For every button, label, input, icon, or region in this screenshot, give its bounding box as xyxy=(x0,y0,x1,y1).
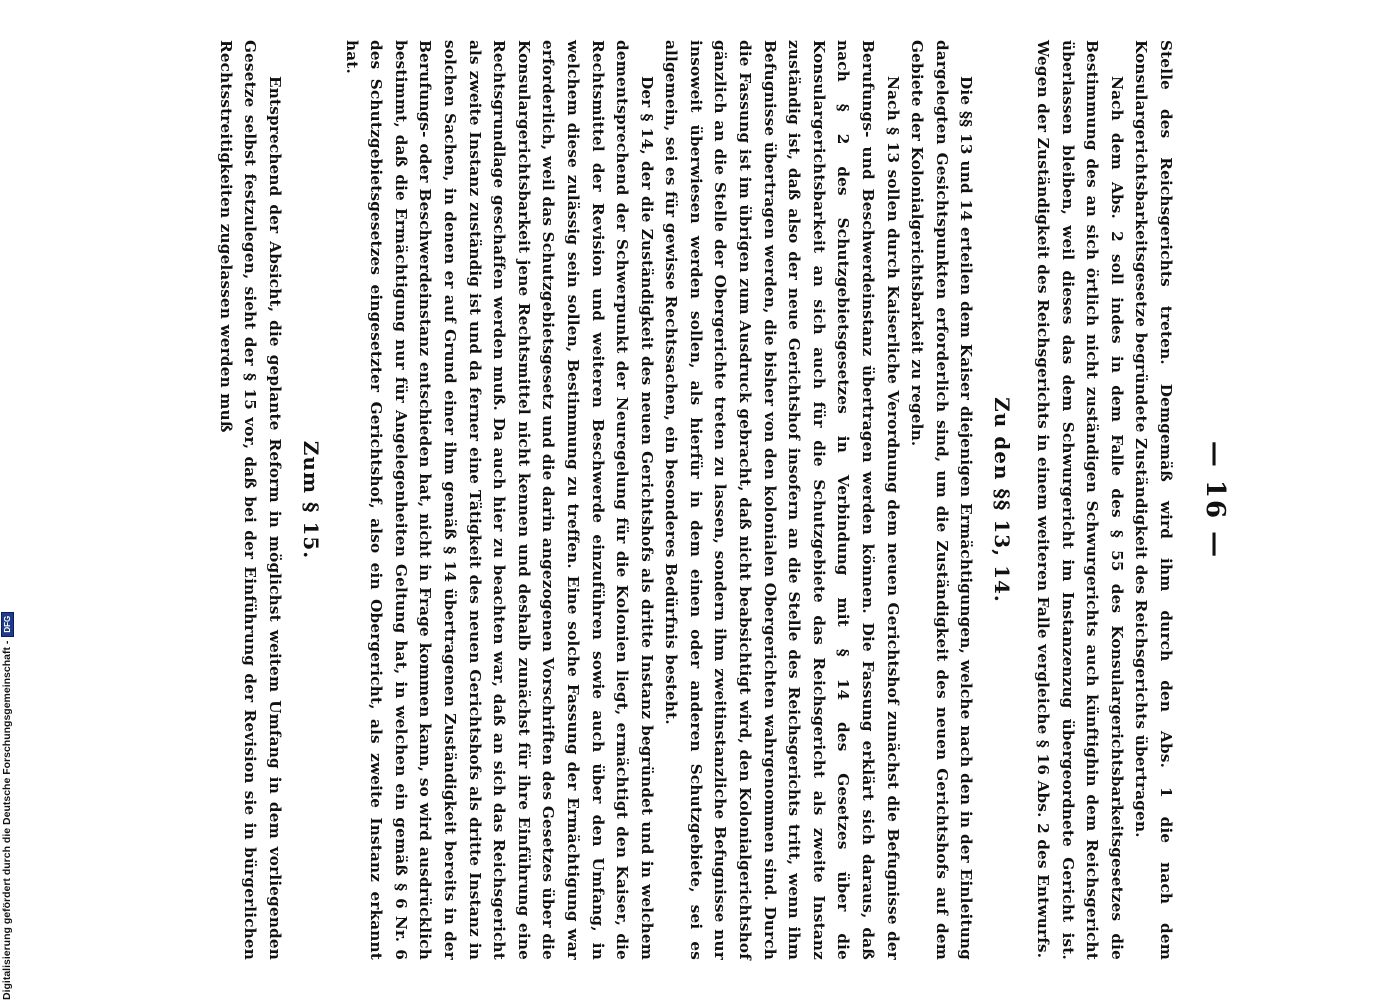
section-bottom xyxy=(213,40,287,960)
credit-text: Digitalisierung gefördert durch die Deutsche Forschungsgemeinschaft - xyxy=(1,640,13,1000)
paragraph: Der § 14, der die Zuständigkeit des neuen Gerichtshofs als dritte Instanz begründet und in welchem dementsprechend der Schwerpunkt der Neuregelung für die Kolonien liegt, ermächtigt den Kaiser, die Rechtsmittel der Revision und weiteren Beschwerde einzuführen sowie auch über den Umfang, in welchem diese zulässig sein sollen, Bestimmung zu treffen. Eine solche Fassung der Ermächtigung war erforderlich, weil das Schutzgebietsgesetz und die darin angezogenen Vorschriften des Gesetzes über die Konsulargerichtsbarkeit jene Rechtsmittel nicht kennen und deshalb zunächst für ihre Einführung eine Rechtsgrundlage geschaffen werden muß. Da auch hier zu beachten war, daß an sich das Reichsgericht als zweite Instanz zuständig ist und da ferner eine Tätigkeit des neuen Gerichtshofs als dritte Instanz in solchen Sachen, in denen er auf Grund einer ihm gemäß § 14 übertragenen Zuständigkeit bereits in der Berufungs- oder Beschwerdeinstanz entschieden hat, nicht in Frage kommen kann, so wird ausdrücklich bestimmt, daß die Ermächtigung nur für Angelegenheiten Geltung hat, in welchen ein gemäß § 6 Nr. 6 des Schutzgebietsgesetzes eingesetzter Gerichtshof, also ein Obergericht, als zweite Instanz erkannt hat. xyxy=(342,40,656,960)
paragraph: Entsprechend der Absicht, die geplante Reform in möglichst weitem Umfang in dem vorliegenden Gesetze selbst festzulegen, sieht der § 15 vor, daß bei der Einführung der Revision sie in bürgerlichen Rechtsstreitigkeiten zugelassen werden muß xyxy=(216,40,284,960)
paragraph: Nach dem Abs. 2 soll indes in dem Falle des § 55 des Konsulargerichtsbarkeitsgesetzes die Bestimmung des an sich örtlich nicht zuständigen Schwurgerichts auch künftighin dem Reichsgericht überlassen bleiben, weil dieses das dem Schwurgericht im Instanzenzug übergeordnete Gericht ist. Wegen der Zuständigkeit des Reichsgerichts in einem weiteren Falle vergleiche § 16 Abs. 2 des Entwurfs. xyxy=(1034,40,1126,960)
paragraph: Nach § 13 sollen durch Kaiserliche Verordnung dem neuen Gerichtshof zunächst die Befugnisse der Berufungs- und Beschwerdeinstanz übertragen werden können. Die Fassung erklärt sich daraus, daß nach § 2 des Schutzgebietsgesetzes in Verbindung mit § 14 des Gesetzes über die Konsulargerichtsbarkeit an sich auch für die Schutzgebiete das Reichsgericht als zweite Instanz zuständig ist, daß also der neue Gerichtshof insofern an die Stelle des Reichsgerichts tritt, wenn ihm Befugnisse übertragen werden, die bisher von den kolonialen Obergerichten wahrgenommen sind. Durch die Fassung ist im übrigen zum Ausdruck gebracht, daß nicht beabsichtigt wird, den Kolonialgerichtshof gänzlich an die Stelle der Obergerichte treten zu lassen, sondern ihm zweitinstanzliche Befugnisse nur insoweit überwiesen werden sollen, als hierfür in dem einen oder anderen Schutzgebiete, sei es allgemein, sei es für gewisse Rechtssachen, ein besonderes Bedürfnis besteht. xyxy=(662,40,902,960)
section-top xyxy=(1030,40,1178,960)
page-number: — 16 — xyxy=(1200,440,1230,560)
paragraph: Stelle des Reichsgerichts treten. Demgemäß wird ihm durch den Abs. 1 die nach dem Konsulargerichtsbarkeitsgesetze begründete Zuständigkeit des Reichsgerichts übertragen. xyxy=(1132,40,1175,960)
section-heading: Zu den §§ 13, 14. xyxy=(990,397,1015,603)
document-page xyxy=(130,0,1250,1000)
digitization-credit xyxy=(0,600,14,1000)
dfg-logo: DFG xyxy=(1,612,14,637)
section-heading: Zum § 15. xyxy=(299,440,323,560)
section-middle xyxy=(339,40,978,960)
paragraph: Die §§ 13 und 14 erteilen dem Kaiser diejenigen Ermächtigungen, welche nach den in der Einleitung dargelegten Gesichtspunkten erforderlich sind, um die Zuständigkeit des neuen Gerichtshofs auf dem Gebiete der Kolonialgerichtsbarkeit zu regeln. xyxy=(908,40,976,960)
